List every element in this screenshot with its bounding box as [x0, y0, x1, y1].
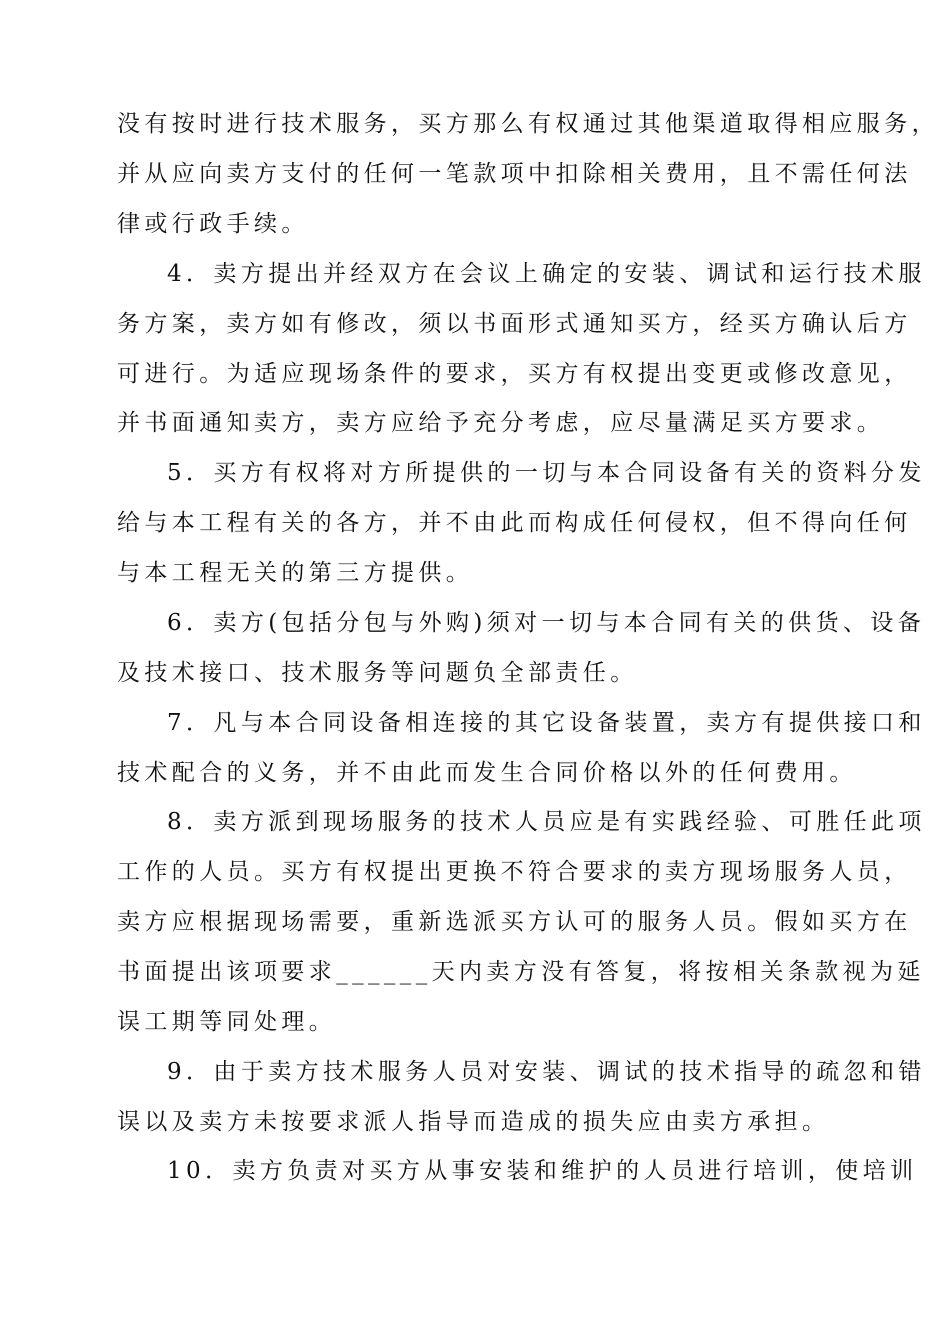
text-line: 及技术接口、技术服务等问题负全部责任。 [117, 660, 638, 686]
text-line: 9．由于卖方技术服务人员对安装、调试的技术指导的疏忽和错 [167, 1059, 926, 1085]
text-line: 并书面通知卖方，卖方应给予充分考虑，应尽量满足买方要求。 [117, 410, 885, 436]
text-line: 10．卖方负责对买方从事安装和维护的人员进行培训，使培训 [167, 1158, 918, 1184]
text-line: 可进行。为适应现场条件的要求，买方有权提出变更或修改意见， [117, 361, 912, 387]
text-line: 务方案，卖方如有修改，须以书面形式通知买方，经买方确认后方 [117, 311, 912, 337]
text-line: 书面提出该项要求______天内卖方没有答复，将按相关条款视为延 [117, 959, 925, 985]
text-line: 误以及卖方未按要求派人指导而造成的损失应由卖方承担。 [117, 1109, 830, 1135]
text-line: 并从应向卖方支付的任何一笔款项中扣除相关费用，且不需任何法 [117, 161, 912, 187]
text-line: 给与本工程有关的各方，并不由此而构成任何侵权，但不得向任何 [117, 510, 912, 536]
text-line: 与本工程无关的第三方提供。 [117, 560, 474, 586]
text-line: 6．卖方(包括分包与外购)须对一切与本合同有关的供货、设备 [167, 610, 926, 636]
text-line: 8．卖方派到现场服务的技术人员应是有实践经验、可胜任此项 [167, 809, 926, 835]
text-line: 技术配合的义务，并不由此而发生合同价格以外的任何费用。 [117, 760, 857, 786]
text-line: 律或行政手续。 [117, 211, 309, 237]
text-line: 4．卖方提出并经双方在会议上确定的安装、调试和运行技术服 [167, 261, 926, 287]
text-line: 误工期等同处理。 [117, 1009, 337, 1035]
text-line: 卖方应根据现场需要，重新选派买方认可的服务人员。假如买方在 [117, 909, 912, 935]
text-line: 7．凡与本合同设备相连接的其它设备装置，卖方有提供接口和 [167, 710, 926, 736]
text-line: 5．买方有权将对方所提供的一切与本合同设备有关的资料分发 [167, 460, 926, 486]
text-line: 工作的人员。买方有权提出更换不符合要求的卖方现场服务人员， [117, 859, 912, 885]
text-line: 没有按时进行技术服务，买方那么有权通过其他渠道取得相应服务， [117, 111, 939, 137]
